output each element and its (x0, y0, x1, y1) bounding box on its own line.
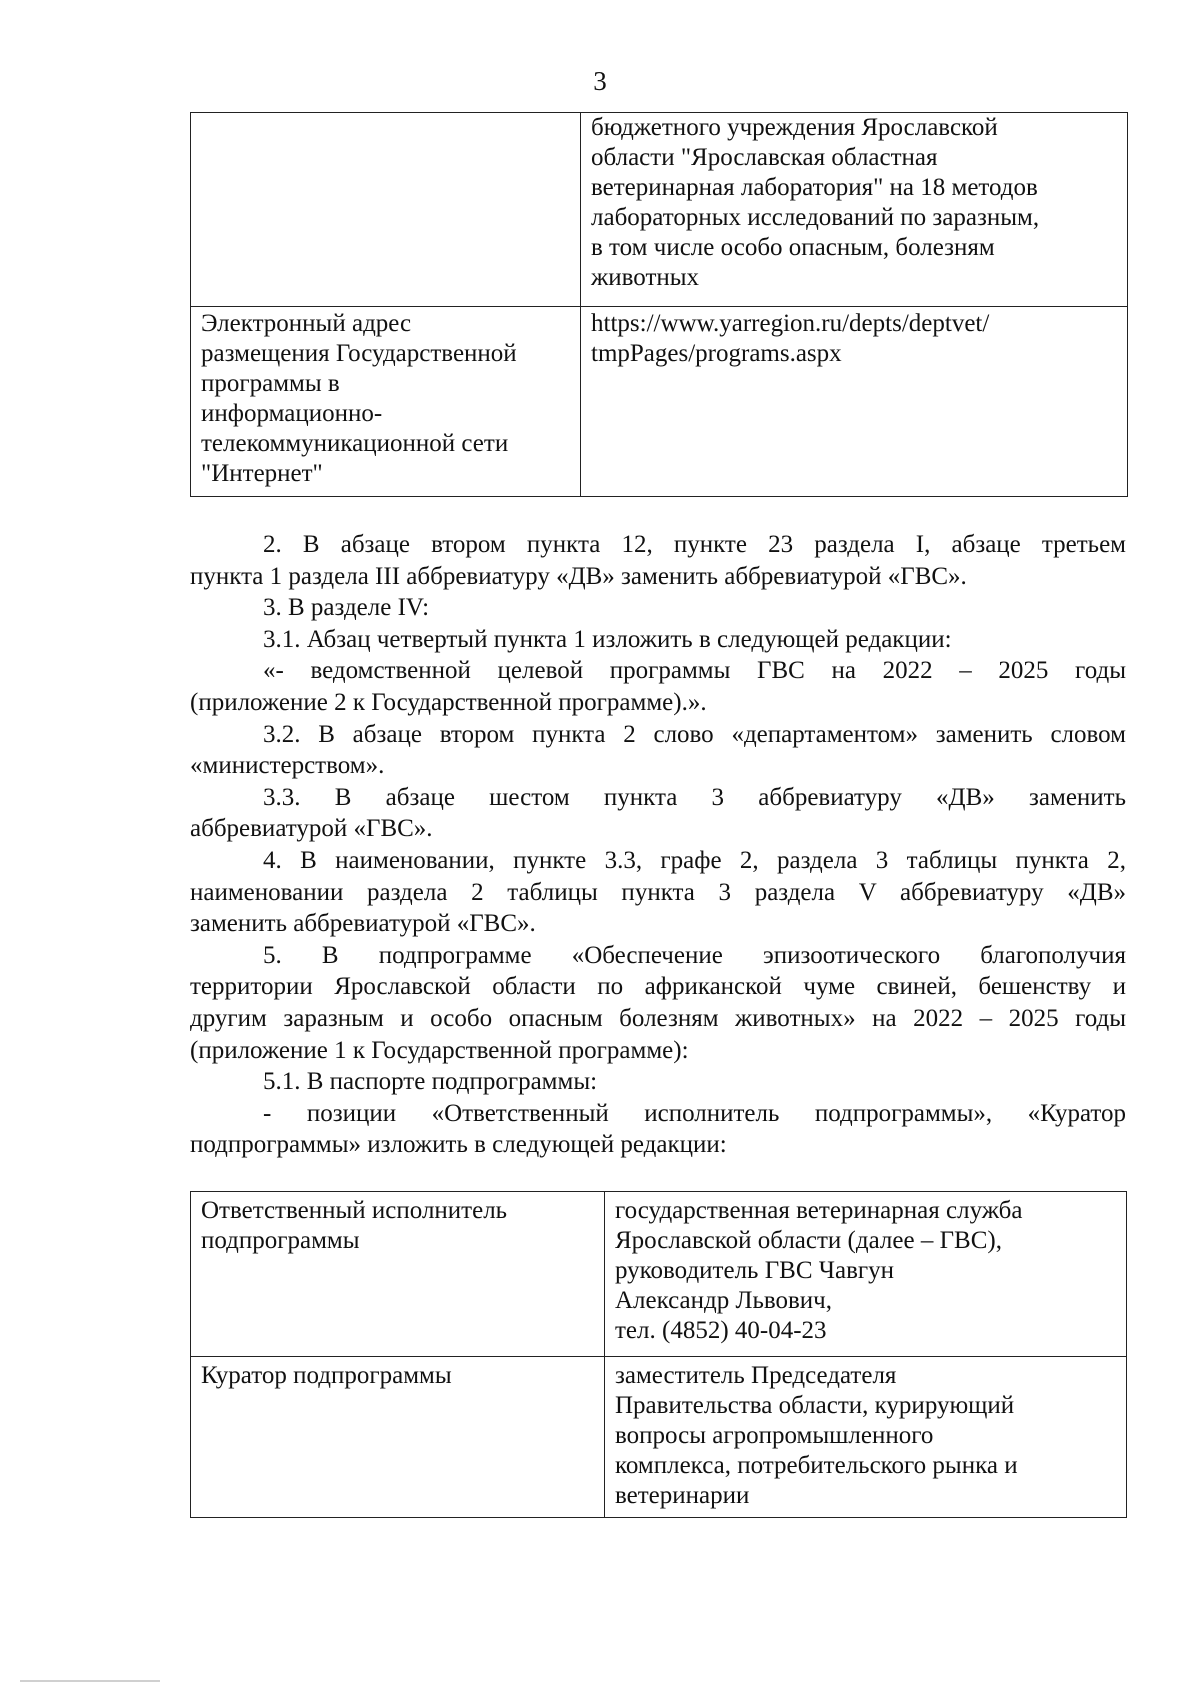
row-label-cell (191, 113, 581, 307)
paragraph-line: территории Ярославской области по африканской чуме свиней, бешенству и (190, 973, 1126, 1001)
paragraph-line: 3.2. В абзаце втором пункта 2 слово «департаментом» заменить словом (263, 720, 1126, 748)
paragraph-line: (приложение 2 к Государственной программе).». (190, 688, 707, 716)
paragraph-line: 2. В абзаце втором пункта 12, пункте 23 раздела I, абзаце третьем (263, 531, 1126, 558)
cell-text-line: вопросы агропромышленного (615, 1422, 934, 1449)
cell-text-line: программы в (201, 370, 340, 397)
paragraph-line: 3. В разделе IV: (263, 594, 430, 622)
cell-text-line: Куратор подпрограммы (201, 1362, 452, 1389)
cell-text-line: области "Ярославская областная (591, 144, 938, 171)
cell-text-line: руководитель ГВС Чавгун (615, 1257, 895, 1284)
table-row (191, 1192, 1127, 1357)
cell-text-line: "Интернет" (201, 460, 323, 487)
program-url: tmpPages/programs.aspx (591, 340, 842, 367)
page-number: 3 (593, 66, 607, 96)
cell-text-line: размещения Государственной (201, 340, 517, 367)
cell-text-line: лабораторных исследований по заразным, (591, 204, 1040, 231)
cell-text-line: ветеринарии (615, 1482, 750, 1509)
cell-text-line: комплекса, потребительского рынка и (615, 1452, 1018, 1479)
program-passport-table-continued (190, 112, 1128, 497)
paragraph-line: 4. В наименовании, пункте 3.3, графе 2, раздела 3 таблицы пункта 2, (263, 846, 1126, 874)
cell-text-line: Ответственный исполнитель (201, 1197, 508, 1224)
table-row (191, 1357, 1127, 1518)
paragraph-line: другим заразным и особо опасным болезням животных» на 2022 – 2025 годы (190, 1004, 1126, 1032)
paragraph-line: - позиции «Ответственный исполнитель подпрограммы», «Куратор (263, 1099, 1126, 1127)
paragraph-line: 5.1. В паспорте подпрограммы: (263, 1068, 598, 1096)
paragraph-line: пункта 1 раздела III аббревиатуру «ДВ» заменить аббревиатурой «ГВС». (190, 562, 967, 590)
row-value-cell (605, 1192, 1127, 1357)
cell-text-line: Ярославской области (далее – ГВС), (615, 1227, 1002, 1254)
scan-artifact (20, 1680, 160, 1682)
amendment-text (190, 529, 1126, 1161)
paragraph-line: 3.1. Абзац четвертый пункта 1 изложить в следующей редакции: (263, 625, 952, 653)
cell-text-line: Правительства области, курирующий (615, 1392, 1015, 1419)
cell-text-line: подпрограммы (201, 1227, 360, 1254)
cell-text-line: Электронный адрес (201, 310, 412, 337)
paragraph-line: «- ведомственной целевой программы ГВС на 2022 – 2025 годы (263, 657, 1126, 685)
cell-text-line: животных (591, 264, 700, 291)
paragraph-line: 5. В подпрограмме «Обеспечение эпизоотического благополучия (263, 941, 1126, 969)
cell-text-line: в том числе особо опасным, болезням (591, 234, 995, 261)
cell-text-line: телекоммуникационной сети (201, 430, 509, 457)
paragraph-line: подпрограммы» изложить в следующей редакции: (190, 1131, 727, 1159)
cell-text-line: бюджетного учреждения Ярославской (591, 114, 998, 141)
cell-text-line: заместитель Председателя (615, 1362, 897, 1389)
cell-text-line: ветеринарная лаборатория" на 18 методов (591, 174, 1038, 201)
paragraph-line: 3.3. В абзаце шестом пункта 3 аббревиатуру «ДВ» заменить (263, 783, 1126, 811)
row-label-cell (191, 1357, 605, 1518)
paragraph-line: заменить аббревиатурой «ГВС». (190, 910, 536, 938)
row-value-cell (581, 307, 1128, 497)
cell-text-line: тел. (4852) 40-04-23 (615, 1317, 827, 1344)
row-label-cell (191, 1192, 605, 1357)
row-value-cell (581, 113, 1128, 307)
cell-text-line: государственная ветеринарная служба (615, 1197, 1023, 1224)
row-value-cell (605, 1357, 1127, 1518)
paragraph-line: аббревиатурой «ГВС». (190, 815, 433, 843)
paragraph-line: наименовании раздела 2 таблицы пункта 3 раздела V аббревиатуру «ДВ» (190, 878, 1126, 906)
row-label-cell (191, 307, 581, 497)
cell-text-line: информационно- (201, 400, 383, 427)
table-row (191, 307, 1128, 497)
paragraph-line: (приложение 1 к Государственной программе): (190, 1036, 689, 1064)
paragraph-line: «министерством». (190, 752, 385, 780)
program-url: https://www.yarregion.ru/depts/deptvet/ (591, 310, 990, 337)
cell-text-line: Александр Львович, (615, 1287, 832, 1314)
table-row (191, 113, 1128, 307)
subprogram-passport-table (190, 1191, 1127, 1518)
